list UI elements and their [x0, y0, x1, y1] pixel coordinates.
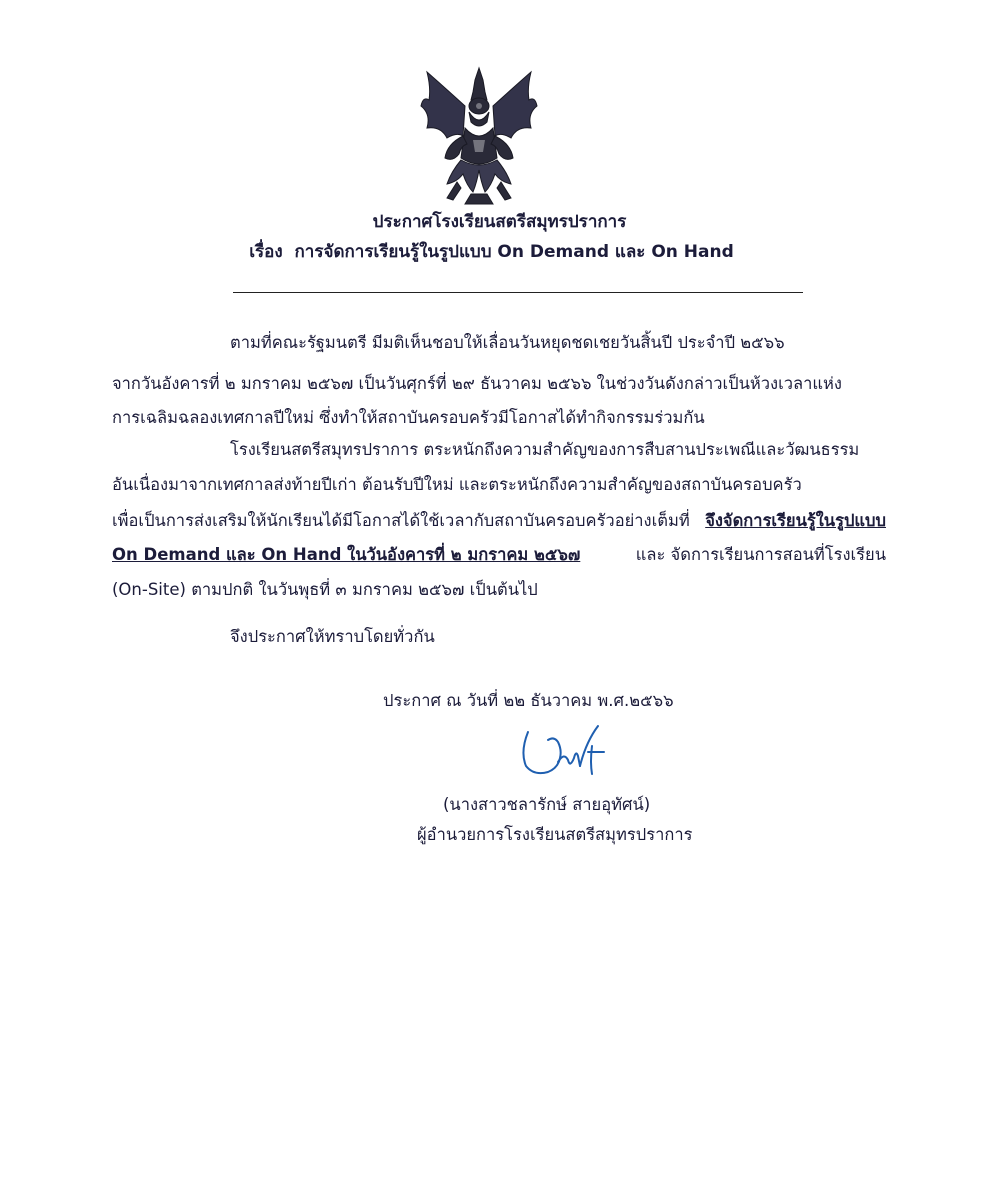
paragraph-3: จึงประกาศให้ทราบโดยทั่วกัน: [230, 627, 435, 646]
paragraph-1-line-3: การเฉลิมฉลองเทศกาลปีใหม่ ซึ่งทำให้สถาบันครอบครัวมีโอกาสได้ทำกิจกรรมร่วมกัน: [112, 408, 705, 427]
announcement-subject: [0, 238, 983, 265]
announcement-date: ประกาศ ณ วันที่ ๒๒ ธันวาคม พ.ศ.๒๕๖๖: [383, 691, 674, 710]
signer-position: ผู้อำนวยการโรงเรียนสตรีสมุทรปราการ: [417, 825, 693, 844]
title-divider: [233, 292, 803, 293]
paragraph-1-line-1: ตามที่คณะรัฐมนตรี มีมติเห็นชอบให้เลื่อนวันหยุดชดเชยวันสิ้นปี ประจำปี ๒๕๖๖: [230, 333, 785, 352]
paragraph-2-line-4-text: และ จัดการเรียนการสอนที่โรงเรียน: [635, 545, 886, 564]
subject-label: เรื่อง: [249, 242, 283, 262]
subject-text: การจัดการเรียนรู้ในรูปแบบ On Demand และ On Hand: [294, 242, 734, 262]
paragraph-2-line-3-text: เพื่อเป็นการส่งเสริมให้นักเรียนได้มีโอกาสได้ใช้เวลากับสถาบันครอบครัวอย่างเต็มที่: [112, 511, 690, 530]
garuda-emblem-icon: [417, 66, 541, 206]
paragraph-2-line-1: โรงเรียนสตรีสมุทรปราการ ตระหนักถึงความสำคัญของการสืบสานประเพณีและวัฒนธรรม: [230, 440, 860, 459]
paragraph-2-line-4-emphasis: On Demand และ On Hand ในวันอังคารที่ ๒ มกราคม ๒๕๖๗: [112, 545, 581, 564]
paragraph-1-line-2: จากวันอังคารที่ ๒ มกราคม ๒๕๖๗ เป็นวันศุกร์ที่ ๒๙ ธันวาคม ๒๕๖๖ ในช่วงวันดังกล่าวเป็นห้วงเวลาแห่ง: [112, 374, 842, 393]
signer-name: (นางสาวชลารักษ์ สายอุทัศน์): [443, 795, 651, 814]
signature-icon: [518, 722, 618, 780]
announcement-title: ประกาศโรงเรียนสตรีสมุทรปราการ: [372, 212, 627, 232]
paragraph-2-line-3-emphasis: จึงจัดการเรียนรู้ในรูปแบบ: [705, 511, 886, 530]
paragraph-2-line-5: (On-Site) ตามปกติ ในวันพุธที่ ๓ มกราคม ๒๕๖๗ เป็นต้นไป: [112, 580, 538, 599]
paragraph-2-line-4: [112, 542, 886, 568]
paragraph-2-line-3: [112, 508, 886, 534]
paragraph-2-line-2: อันเนื่องมาจากเทศกาลส่งท้ายปีเก่า ต้อนรับปีใหม่ และตระหนักถึงความสำคัญของสถาบันครอบครัว: [112, 475, 802, 494]
